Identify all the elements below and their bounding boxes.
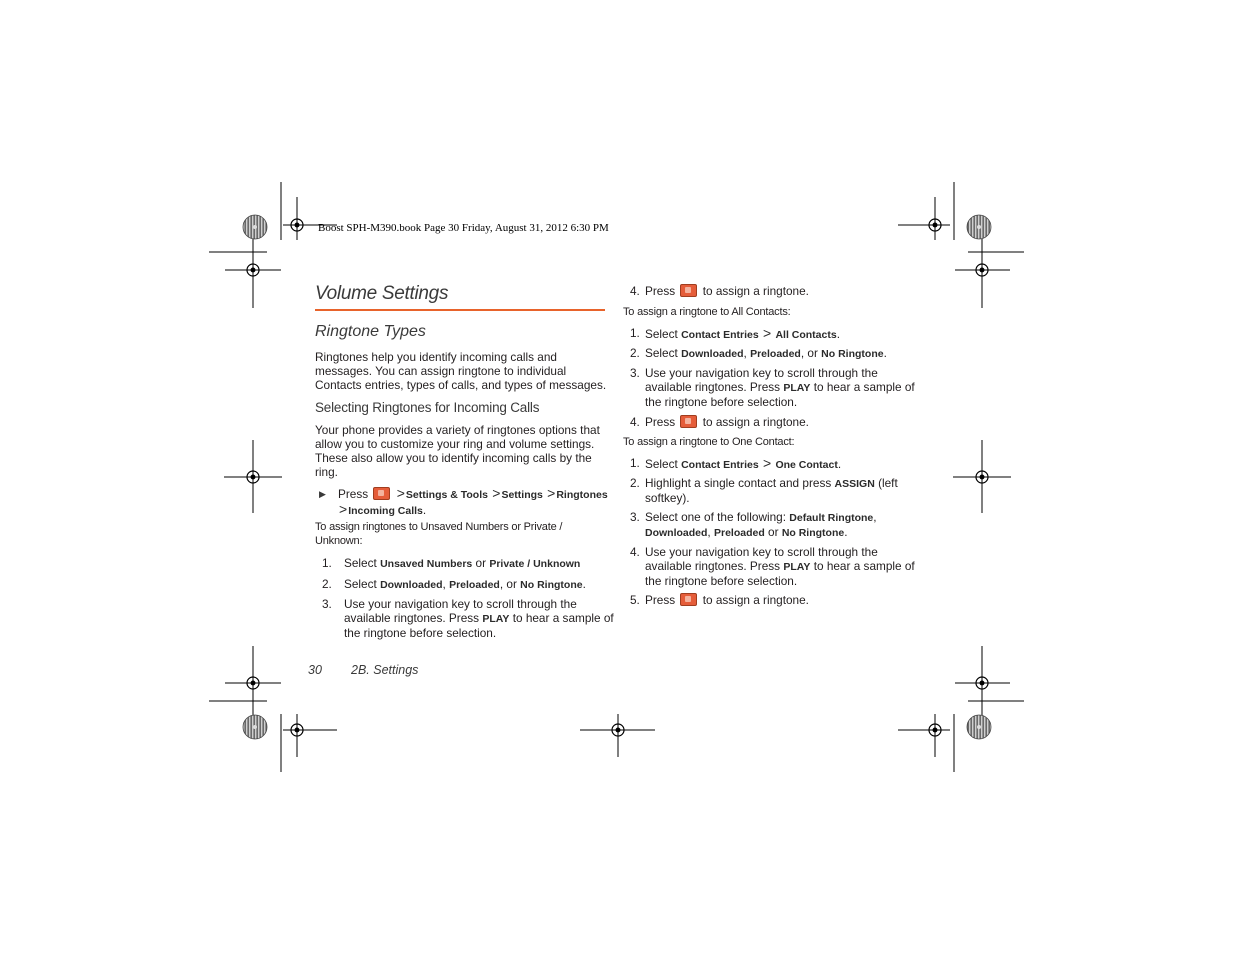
subsection-title: Selecting Ringtones for Incoming Calls xyxy=(315,400,540,415)
one-step-1: 1. Select Contact Entries > One Contact. xyxy=(630,455,842,471)
one-step-4: 4. Use your navigation key to scroll through the available ringtones. Press PLAY to hear a sample of the ringtone before selection. xyxy=(630,545,915,588)
all-contacts-intro: To assign a ringtone to All Contacts: xyxy=(623,306,791,318)
menu-path: Press >Settings & Tools >Settings >Ringtones >Incoming Calls. xyxy=(338,485,608,517)
left-step-2: 2. Select Downloaded, Preloaded, or No Ringtone. xyxy=(322,577,586,591)
greater-than-icon: > xyxy=(339,501,348,517)
body-paragraph: Your phone provides a variety of ringtones options that allow you to customize your ring and volume settings. These also allow you to identify incoming calls by the ring. xyxy=(315,423,600,479)
unsaved-intro: To assign ringtones to Unsaved Numbers or Private / Unknown: xyxy=(315,521,563,547)
right-step-4a: 4. Press to assign a ringtone. xyxy=(630,284,809,298)
all-step-1: 1. Select Contact Entries > All Contacts. xyxy=(630,325,840,341)
section-title: Ringtone Types xyxy=(315,323,426,340)
greater-than-icon: > xyxy=(547,485,556,501)
one-contact-intro: To assign a ringtone to One Contact: xyxy=(623,436,795,448)
menu-ok-key-icon xyxy=(373,487,390,500)
intro-paragraph: Ringtones help you identify incoming calls and messages. You can assign ringtone to individual Contacts entries, types of calls, and types of messages. xyxy=(315,350,607,392)
greater-than-icon: > xyxy=(762,325,772,341)
menu-ok-key-icon xyxy=(680,415,697,428)
one-step-3: 3. Select one of the following: Default Ringtone, Downloaded, Preloaded or No Ringtone. xyxy=(630,510,877,539)
triangle-bullet-icon: ▶ xyxy=(319,489,326,499)
menu-ok-key-icon xyxy=(680,284,697,297)
all-step-2: 2. Select Downloaded, Preloaded, or No Ringtone. xyxy=(630,346,887,360)
all-step-3: 3. Use your navigation key to scroll through the available ringtones. Press PLAY to hear a sample of the ringtone before selection. xyxy=(630,366,915,409)
page-number: 30 xyxy=(308,663,322,677)
book-header: Boost SPH-M390.book Page 30 Friday, August 31, 2012 6:30 PM xyxy=(318,222,609,234)
left-step-1: 1. Select Unsaved Numbers or Private / Unknown xyxy=(322,556,581,570)
chapter-label: 2B. Settings xyxy=(351,663,419,677)
page-title: Volume Settings xyxy=(315,283,449,304)
one-step-5: 5. Press to assign a ringtone. xyxy=(630,593,809,607)
greater-than-icon: > xyxy=(492,485,501,501)
all-step-4: 4. Press to assign a ringtone. xyxy=(630,415,809,429)
greater-than-icon: > xyxy=(762,455,772,471)
left-step-3: 3. Use your navigation key to scroll through the available ringtones. Press PLAY to hear a sample of the ringtone before selection. xyxy=(322,597,614,640)
one-step-2: 2. Highlight a single contact and press ASSIGN (left softkey). xyxy=(630,476,898,505)
menu-ok-key-icon xyxy=(680,593,697,606)
greater-than-icon: > xyxy=(396,485,405,501)
title-rule xyxy=(315,309,605,311)
